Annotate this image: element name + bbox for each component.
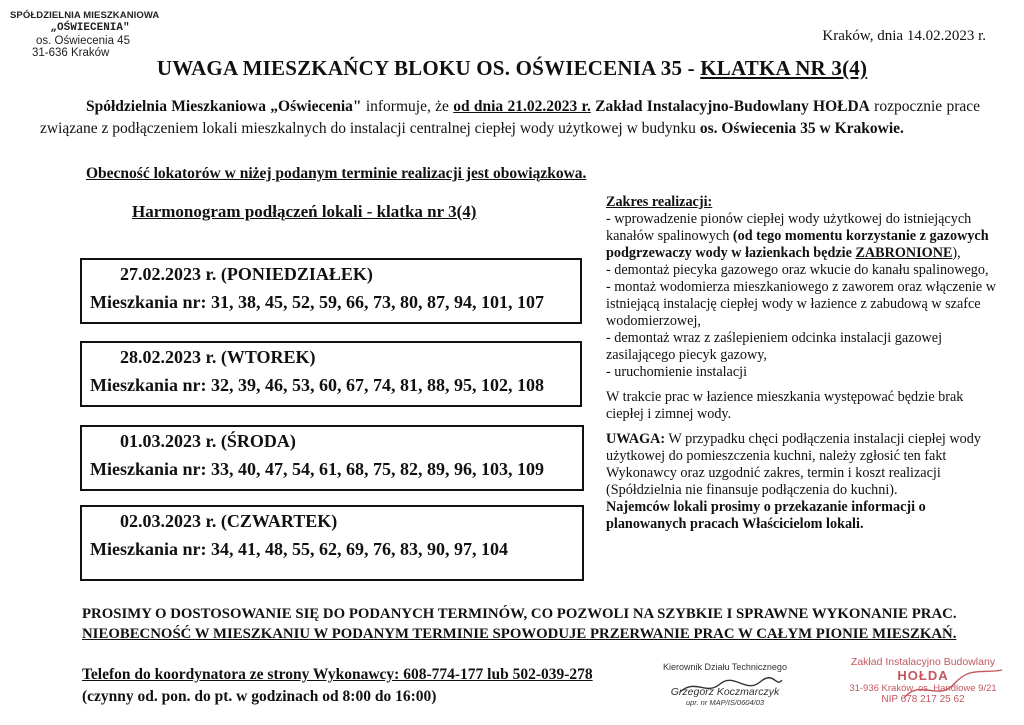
- scope-section: [606, 194, 998, 533]
- obligation-notice: Obecność lokatorów w niżej podanym terminie realizacji jest obowiązkowa.: [86, 165, 587, 182]
- warning-text: W przypadku chęci podłączenia instalacji ciepłej wody użytkowej do pomieszczenia kuchni, należy zgłosić ten fakt Wykonawcy oraz uzgodnić zakres, termin i koszt realizacji (Spółdzielnia nie finansuje podłączenia do kuchni).: [606, 431, 981, 498]
- schedule-date: 02.03.2023 r. (CZWARTEK): [120, 511, 338, 531]
- scope-item: - uruchomienie instalacji: [606, 364, 748, 380]
- title-text: UWAGA MIESZKAŃCY BLOKU OS. OŚWIECENIA 35 -: [156, 56, 701, 80]
- company-nip: NIP 678 217 25 62: [881, 694, 965, 705]
- signature-icon: [676, 674, 786, 700]
- scope-item: - demontaż wraz z zaślepieniem odcinka instalacji gazowej zasilającego piecyk gazowy,: [606, 330, 943, 363]
- schedule-apartments: Mieszkania nr: 32, 39, 46, 53, 60, 67, 74, 81, 88, 95, 102, 108: [90, 375, 544, 395]
- schedule-date: 01.03.2023 r. (ŚRODA): [120, 431, 296, 451]
- schedule-apartments: Mieszkania nr: 33, 40, 47, 54, 61, 68, 75, 82, 89, 96, 103, 109: [90, 459, 544, 479]
- intro-paragraph: [40, 96, 980, 140]
- cooperative-stamp: [10, 10, 170, 59]
- stamp-line: SPÓŁDZIELNIA MIESZKANIOWA: [10, 10, 160, 21]
- scope-item: - montaż wodomierza mieszkaniowego z zaworem oraz włączenie w istniejącą instalację ciepłej wody w łazience z zabudową w szafce wodomierzowej,: [606, 279, 996, 329]
- document-date: Kraków, dnia 14.02.2023 r.: [822, 28, 986, 44]
- schedule-box: [80, 258, 582, 324]
- manager-stamp: [640, 662, 810, 707]
- request-block: [82, 604, 957, 644]
- schedule-box: [80, 425, 584, 491]
- stamp-line: 31-636 Kraków: [32, 47, 110, 59]
- stamp-line: „OŚWIECENIA": [50, 22, 130, 34]
- company-line: Zakład Instalacyjno Budowlany: [850, 656, 996, 668]
- cooperative-name: Spółdzielnia Mieszkaniowa „Oświecenia": [86, 98, 362, 115]
- title-staircase: KLATKA NR 3(4): [700, 56, 868, 80]
- request-line: PROSIMY O DOSTOSOWANIE SIĘ DO PODANYCH TERMINÓW, CO POZWOLI NA SZYBKIE I SPRAWNE WYKONANIE PRAC.: [82, 606, 957, 622]
- schedule-box: [80, 341, 582, 407]
- schedule-title: Harmonogram podłączeń lokali - klatka nr 3(4): [132, 202, 477, 221]
- scope-item-bold: (od tego momentu korzystanie z gazowych podgrzewaczy wody w łazienkach będzie: [606, 228, 989, 261]
- schedule-box: [80, 505, 584, 581]
- phone-hours: (czynny od. pon. do pt. w godzinach od 8:00 do 16:00): [82, 688, 437, 705]
- scope-heading: Zakres realizacji:: [606, 194, 713, 210]
- manager-name: Grzegorz Koczmarczyk: [670, 686, 780, 698]
- schedule-date: 27.02.2023 r. (PONIEDZIAŁEK): [120, 264, 373, 284]
- document-title: [0, 56, 1024, 81]
- coordinator-phone: Telefon do koordynatora ze strony Wykonawcy: 608-774-177 lub 502-039-278: [82, 666, 593, 683]
- company-address: 31-936 Kraków, os. Handlowe 9/21: [849, 683, 997, 694]
- phone-block: [82, 664, 593, 708]
- intro-text: informuje, że: [361, 98, 454, 115]
- signature-icon: [898, 668, 1008, 708]
- scope-item: [606, 211, 998, 262]
- warning-label: UWAGA:: [606, 431, 666, 447]
- intro-text: rozpocznie prace związane z podłączeniem lokali mieszkalnych do instalacji centralnej ciepłej wody użytkowej w budynku: [40, 98, 981, 137]
- scope-item-text: - wprowadzenie pionów ciepłej wody użytkowej do istniejących kanałów spalinowych: [606, 211, 972, 244]
- schedule-apartments: Mieszkania nr: 31, 38, 45, 52, 59, 66, 73, 80, 87, 94, 101, 107: [90, 292, 544, 312]
- scope-item-forbidden: ZABRONIONE: [855, 245, 953, 261]
- company-stamp: [838, 656, 1008, 705]
- water-notice: W trakcie prac w łazience mieszkania występować będzie brak ciepłej i zimnej wody.: [606, 389, 964, 422]
- company-name: HOŁDA: [897, 668, 949, 683]
- schedule-apartments: Mieszkania nr: 34, 41, 48, 55, 62, 69, 76, 83, 90, 97, 104: [90, 539, 508, 559]
- manager-license: upr. nr MAP/IS/0604/03: [685, 698, 765, 707]
- stamp-line: os. Oświecenia 45: [36, 35, 130, 47]
- contractor-name: Zakład Instalacyjno-Budowlany HOŁDA: [590, 98, 870, 115]
- building-address: os. Oświecenia 35 w Krakowie.: [699, 120, 904, 137]
- start-date: od dnia 21.02.2023 r.: [453, 98, 591, 115]
- warning-paragraph: [606, 431, 998, 499]
- schedule-date: 28.02.2023 r. (WTOREK): [120, 347, 316, 367]
- tenants-notice: Najemców lokali prosimy o przekazanie informacji o planowanych pracach Właścicielom lokali.: [606, 499, 926, 532]
- manager-role: Kierownik Działu Technicznego: [663, 662, 787, 672]
- absence-warning: NIEOBECNOŚĆ W MIESZKANIU W PODANYM TERMINIE SPOWODUJE PRZERWANIE PRAC W CAŁYM PIONIE MIESZKAŃ.: [82, 626, 957, 642]
- scope-item: - demontaż piecyka gazowego oraz wkucie do kanału spalinowego,: [606, 262, 989, 278]
- scope-item-text: ),: [952, 245, 961, 261]
